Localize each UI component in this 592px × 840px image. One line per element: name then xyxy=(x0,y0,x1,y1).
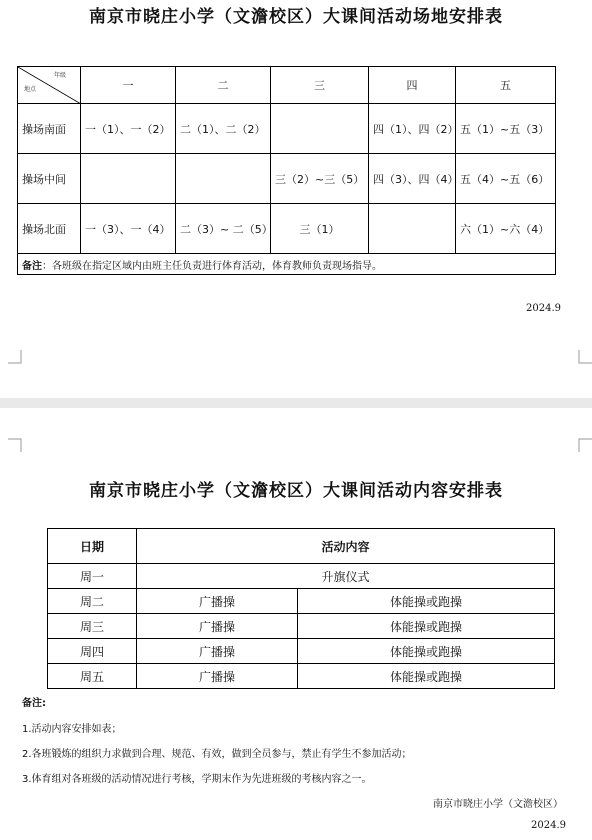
header-date: 日期 xyxy=(48,529,137,564)
page-1 xyxy=(0,0,592,398)
table-cell: 五（1）~五（3） xyxy=(456,104,556,154)
place-cell: 操场北面 xyxy=(18,204,81,254)
signature: 南京市晓庄小学（文澹校区） xyxy=(433,799,563,810)
header-activity: 活动内容 xyxy=(137,529,555,564)
table-cell: 一（3）、一（4） xyxy=(81,204,176,254)
table-row xyxy=(48,564,555,589)
day-cell: 周一 xyxy=(48,564,137,589)
col-header-grade-3: 三 xyxy=(271,67,369,104)
venue-header-row xyxy=(18,67,556,104)
table-cell: 三（2）~三（5） xyxy=(271,154,369,204)
col-header-grade-1: 一 xyxy=(81,67,176,104)
table-row xyxy=(48,664,555,689)
table-cell: 一（1）、一（2） xyxy=(81,104,176,154)
content-header-row xyxy=(48,529,555,564)
table-cell: 二（3）~ 二（5） xyxy=(176,204,271,254)
activity-cell: 升旗仪式 xyxy=(137,564,555,589)
content-table-title: 南京市晓庄小学（文澹校区）大课间活动内容安排表 xyxy=(89,481,503,501)
table-cell: 六（1）~六（4） xyxy=(456,204,556,254)
diagonal-header-cell xyxy=(18,67,81,104)
table-cell: 四（1）、四（2） xyxy=(369,104,456,154)
activity-cell: 广播操 xyxy=(137,589,298,614)
venue-table-title: 南京市晓庄小学（文澹校区）大课间活动场地安排表 xyxy=(89,7,503,27)
day-cell: 周二 xyxy=(48,589,137,614)
place-cell: 操场中间 xyxy=(18,154,81,204)
table-cell: 三（1） xyxy=(271,204,369,254)
corner-label-grade: 年级 xyxy=(54,72,67,79)
margin-corner-mark xyxy=(578,438,592,452)
page-gap xyxy=(0,398,592,408)
margin-corner-mark xyxy=(8,350,22,364)
table-row xyxy=(48,639,555,664)
table-cell: 五（4）~五（6） xyxy=(456,154,556,204)
col-header-grade-2: 二 xyxy=(176,67,271,104)
table-row xyxy=(18,204,556,254)
table-cell xyxy=(271,104,369,154)
day-cell: 周三 xyxy=(48,614,137,639)
content-table xyxy=(47,528,555,689)
day-cell: 周五 xyxy=(48,664,137,689)
table-cell xyxy=(81,154,176,204)
date-2: 2024.9 xyxy=(531,820,566,831)
venue-table xyxy=(17,66,556,275)
table-row xyxy=(48,589,555,614)
table-row xyxy=(18,104,556,154)
note-label: 备注 xyxy=(22,260,42,272)
note-line-3: 3.体育组对各班级的活动情况进行考核，学期末作为先进班级的考核内容之一。 xyxy=(22,774,372,785)
day-cell: 周四 xyxy=(48,639,137,664)
note-cell xyxy=(18,254,556,275)
activity-cell: 体能操或跑操 xyxy=(298,639,555,664)
margin-corner-mark xyxy=(8,438,22,452)
table-row xyxy=(48,614,555,639)
activity-cell: 体能操或跑操 xyxy=(298,614,555,639)
note-line-1: 1.活动内容安排如表； xyxy=(22,724,122,735)
note-text: ：各班级在指定区域内由班主任负责进行体育活动，体育教师负责现场指导。 xyxy=(42,260,382,272)
date-1: 2024.9 xyxy=(526,303,561,314)
col-header-grade-4: 四 xyxy=(369,67,456,104)
activity-cell: 体能操或跑操 xyxy=(298,589,555,614)
note-line-2: 2.各班锻炼的组织力求做到合理、规范、有效，做到全员参与，禁止有学生不参加活动； xyxy=(22,749,412,760)
table-cell: 二（1）、二（2） xyxy=(176,104,271,154)
place-cell: 操场南面 xyxy=(18,104,81,154)
table-cell xyxy=(176,154,271,204)
activity-cell: 广播操 xyxy=(137,639,298,664)
activity-cell: 体能操或跑操 xyxy=(298,664,555,689)
table-cell: 四（3）、四（4） xyxy=(369,154,456,204)
corner-label-place: 地点 xyxy=(24,86,37,93)
table-row xyxy=(18,154,556,204)
page-2 xyxy=(0,408,592,840)
margin-corner-mark xyxy=(578,350,592,364)
note-row xyxy=(18,254,556,275)
col-header-grade-5: 五 xyxy=(456,67,556,104)
activity-cell: 广播操 xyxy=(137,664,298,689)
activity-cell: 广播操 xyxy=(137,614,298,639)
notes-label: 备注: xyxy=(22,698,46,709)
table-cell xyxy=(369,204,456,254)
